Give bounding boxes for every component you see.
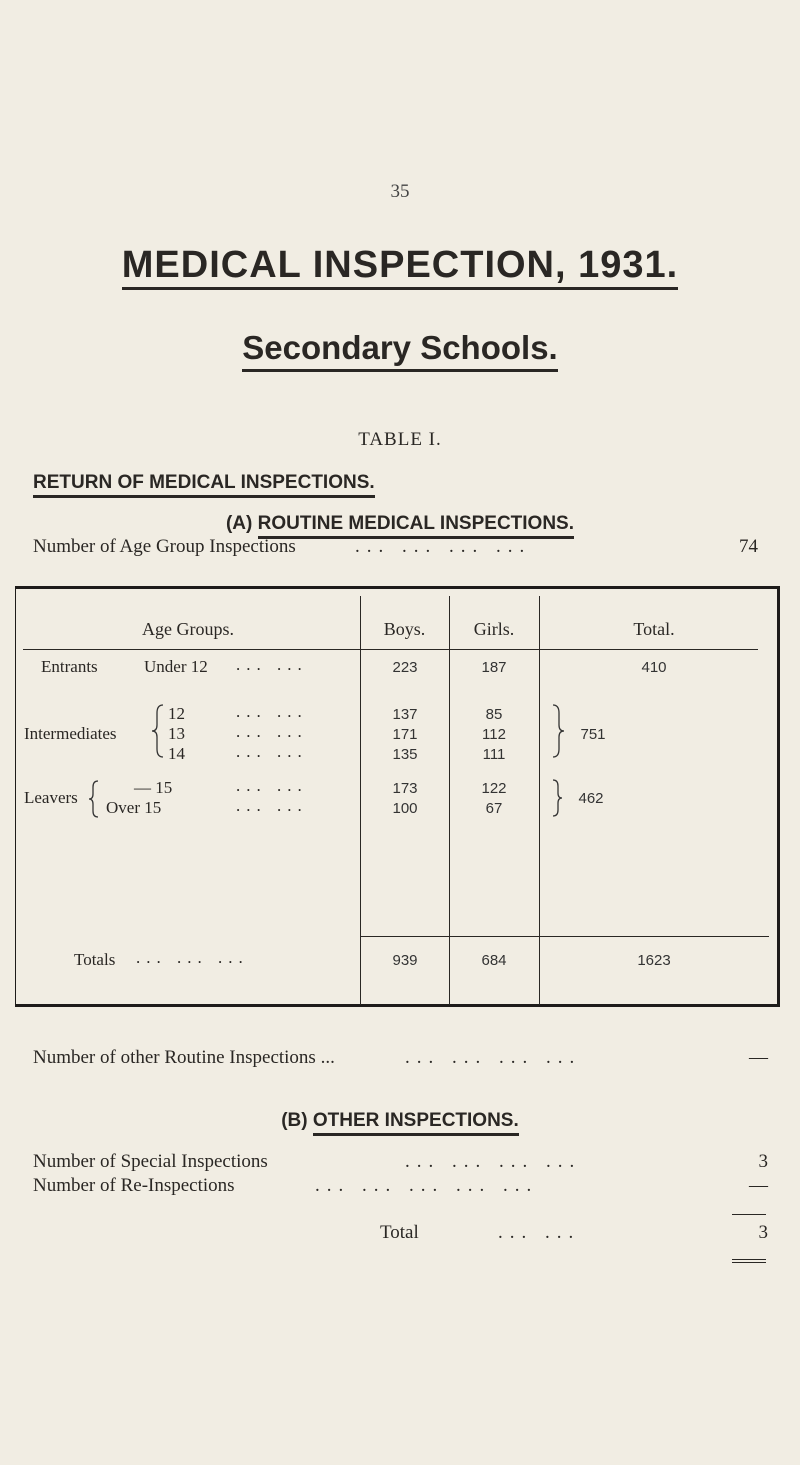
- inspection-table: [15, 586, 780, 1007]
- page-title: [0, 244, 800, 290]
- other-routine-label: Number of other Routine Inspections ...: [33, 1047, 335, 1068]
- leader-dots: ... ...: [236, 796, 308, 815]
- grand-total-value: 3: [758, 1222, 768, 1243]
- intermediates-boys: 171: [392, 726, 418, 743]
- leader-dots: ... ...: [236, 742, 308, 761]
- age-group-inspections-value: 74: [739, 536, 758, 557]
- entrants-girls: 187: [481, 659, 507, 676]
- header-rule: [23, 649, 758, 650]
- right-brace-icon: [551, 778, 563, 818]
- leader-dots: ... ...: [236, 702, 308, 721]
- right-brace-icon: [551, 703, 565, 759]
- intermediates-age: 13: [168, 724, 185, 743]
- intermediates-boys: 137: [392, 706, 418, 723]
- leader-dots: ... ...: [498, 1222, 581, 1243]
- age-group-inspections-row: [33, 536, 768, 560]
- header-girls: Girls.: [473, 619, 515, 639]
- special-inspections-value: 3: [758, 1151, 768, 1172]
- entrants-label: Entrants: [41, 657, 98, 676]
- sum-rule: [732, 1214, 766, 1215]
- totals-girls: 684: [481, 952, 507, 969]
- other-routine-row: [33, 1047, 768, 1071]
- totals-boys: 939: [392, 952, 418, 969]
- page-subtitle: [0, 328, 800, 372]
- leader-dots: ... ...: [236, 776, 308, 795]
- entrants-sub-label: Under 12: [144, 657, 208, 676]
- totals-total: 1623: [637, 952, 671, 969]
- leavers-age: — 15: [134, 778, 173, 797]
- other-heading-prefix: (B): [281, 1110, 308, 1131]
- intermediates-age: 14: [168, 744, 185, 763]
- other-heading: [0, 1110, 800, 1132]
- reinspections-row: [33, 1175, 768, 1199]
- page-title-text: MEDICAL INSPECTION, 1931.: [122, 245, 678, 290]
- leavers-label: Leavers: [24, 788, 78, 807]
- leader-dots: ... ... ... ...: [405, 1151, 582, 1172]
- leavers-girls: 67: [485, 800, 503, 817]
- leavers-age: Over 15: [106, 798, 162, 817]
- intermediates-age: 12: [168, 704, 185, 723]
- routine-heading-text: ROUTINE MEDICAL INSPECTIONS.: [258, 513, 574, 539]
- intermediates-label: Intermediates: [24, 724, 117, 743]
- totals-label: Totals: [74, 950, 116, 969]
- other-routine-value: —: [749, 1047, 768, 1068]
- intermediates-girls: 111: [482, 746, 506, 763]
- age-group-inspections-label: Number of Age Group Inspections: [33, 536, 296, 557]
- special-inspections-label: Number of Special Inspections: [33, 1151, 268, 1172]
- grand-total-row: [380, 1222, 768, 1246]
- entrants-boys: 223: [392, 659, 418, 676]
- page-number: 35: [390, 181, 410, 202]
- page-subtitle-text: Secondary Schools.: [242, 328, 557, 372]
- left-brace-icon: [88, 779, 100, 819]
- routine-heading: [0, 513, 800, 535]
- leavers-boys: 100: [392, 800, 418, 817]
- double-rule: [732, 1259, 766, 1260]
- intermediates-boys: 135: [392, 746, 418, 763]
- leavers-girls: 122: [481, 780, 507, 797]
- intermediates-girls: 85: [485, 706, 503, 723]
- leader-dots: ... ... ... ...: [405, 1047, 582, 1068]
- entrants-total: 410: [641, 659, 667, 676]
- header-age-groups: Age Groups.: [142, 619, 234, 639]
- intermediates-total: 751: [580, 726, 606, 743]
- leavers-total: 462: [578, 790, 604, 807]
- leader-dots: ... ...: [236, 722, 308, 741]
- leader-dots: ... ... ... ...: [355, 536, 532, 557]
- column-divider: [539, 596, 540, 1005]
- header-total: Total.: [633, 619, 675, 639]
- left-brace-icon: [151, 703, 165, 759]
- return-heading-text: RETURN OF MEDICAL INSPECTIONS.: [33, 472, 375, 498]
- leavers-boys: 173: [392, 780, 418, 797]
- grand-total-label: Total: [380, 1222, 419, 1243]
- double-rule: [732, 1262, 766, 1263]
- leader-dots: ... ...: [236, 655, 308, 674]
- leader-dots: ... ... ...: [136, 948, 249, 967]
- reinspections-label: Number of Re-Inspections: [33, 1175, 235, 1196]
- reinspections-value: —: [749, 1175, 768, 1196]
- table-label: TABLE I.: [358, 429, 442, 450]
- header-boys: Boys.: [383, 619, 426, 639]
- totals-rule: [360, 936, 769, 937]
- routine-heading-prefix: (A): [225, 513, 253, 534]
- special-inspections-row: [33, 1151, 768, 1175]
- intermediates-girls: 112: [482, 726, 506, 743]
- return-heading: [33, 472, 375, 494]
- leader-dots: ... ... ... ... ...: [315, 1175, 539, 1196]
- other-heading-text: OTHER INSPECTIONS.: [313, 1110, 519, 1136]
